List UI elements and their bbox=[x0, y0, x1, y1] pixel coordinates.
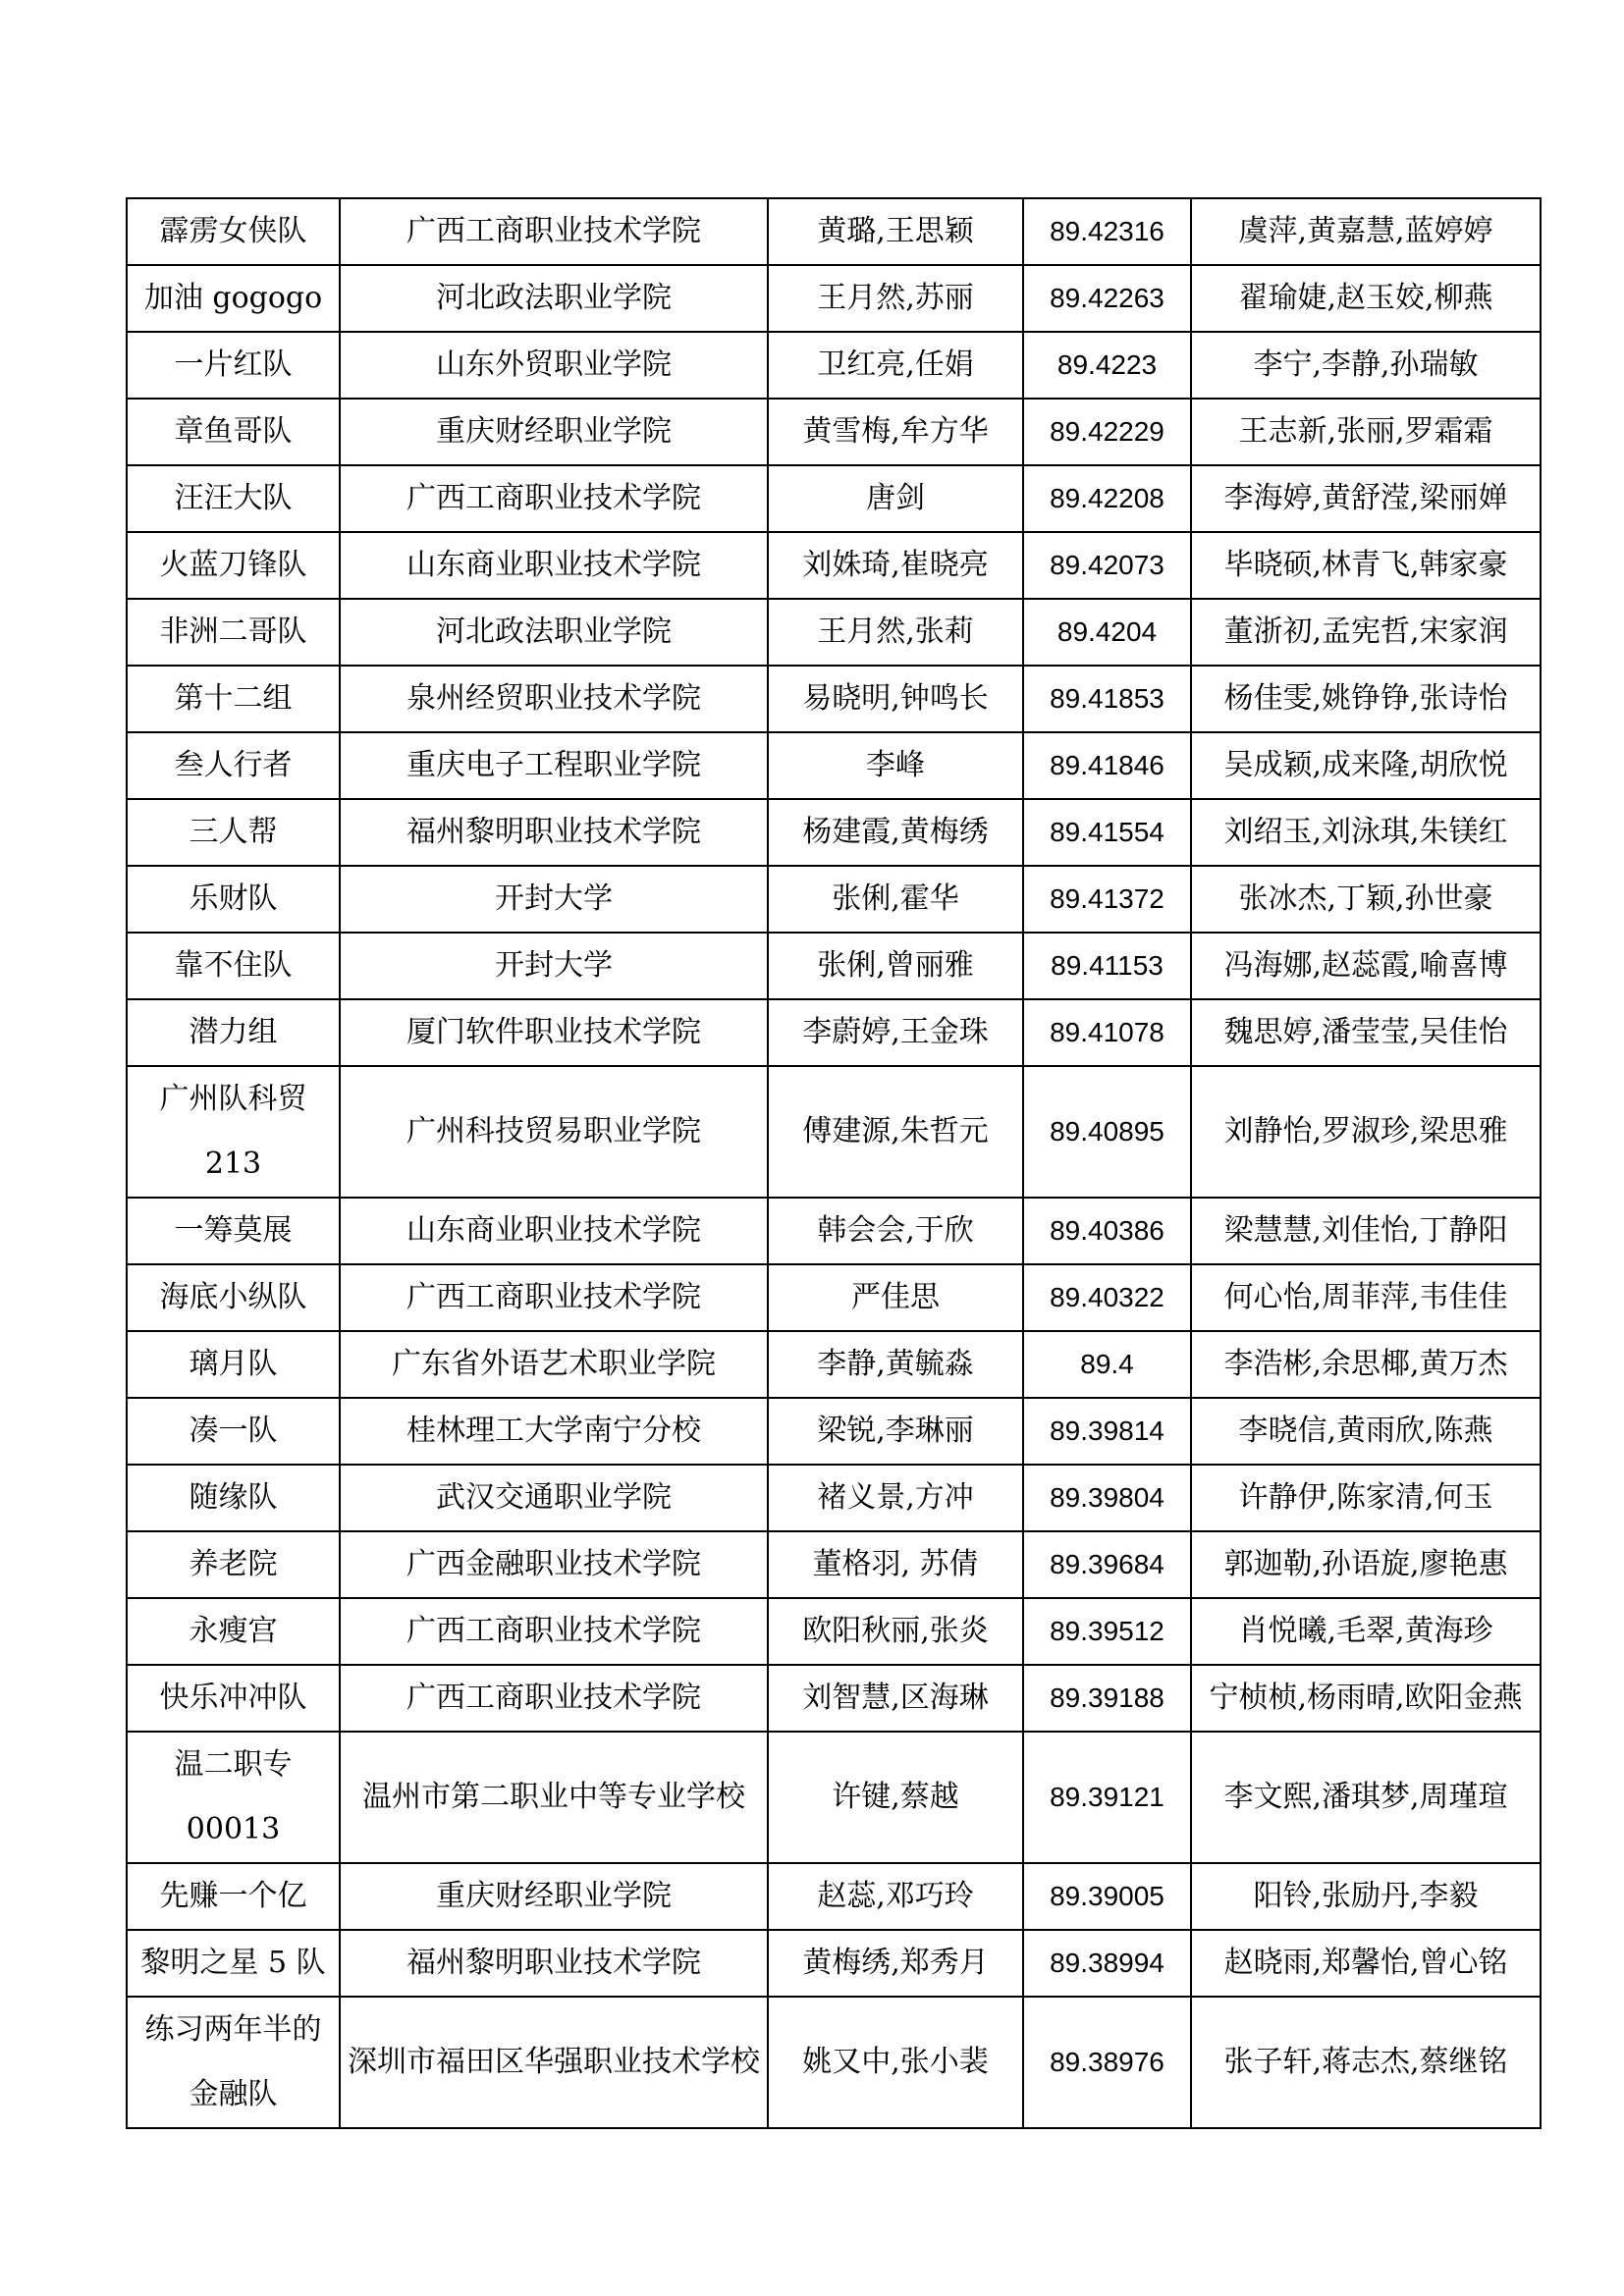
school-cell: 山东商业职业技术学院 bbox=[340, 1198, 768, 1264]
school-cell: 山东商业职业技术学院 bbox=[340, 532, 768, 599]
advisors-cell: 卫红亮,任娟 bbox=[768, 332, 1023, 399]
advisors-cell: 赵蕊,邓巧玲 bbox=[768, 1863, 1023, 1930]
members-cell: 李浩彬,余思椰,黄万杰 bbox=[1191, 1331, 1541, 1398]
score-cell: 89.38994 bbox=[1023, 1930, 1191, 1997]
table-row bbox=[127, 1732, 1541, 1863]
score-cell: 89.39804 bbox=[1023, 1465, 1191, 1531]
team-name-cell: 第十二组 bbox=[127, 666, 340, 732]
score-cell: 89.42316 bbox=[1023, 198, 1191, 265]
members-cell: 梁慧慧,刘佳怡,丁静阳 bbox=[1191, 1198, 1541, 1264]
advisors-cell: 王月然,苏丽 bbox=[768, 265, 1023, 332]
team-name-cell: 广州队科贸213 bbox=[127, 1066, 340, 1198]
school-cell: 桂林理工大学南宁分校 bbox=[340, 1398, 768, 1465]
advisors-cell: 王月然,张莉 bbox=[768, 599, 1023, 666]
table-row bbox=[127, 1398, 1541, 1465]
school-cell: 深圳市福田区华强职业技术学校 bbox=[340, 1997, 768, 2128]
advisors-cell: 李静,黄毓淼 bbox=[768, 1331, 1023, 1398]
score-cell: 89.39005 bbox=[1023, 1863, 1191, 1930]
advisors-cell: 杨建霞,黄梅绣 bbox=[768, 799, 1023, 866]
advisors-cell: 梁锐,李琳丽 bbox=[768, 1398, 1023, 1465]
members-cell: 董浙初,孟宪哲,宋家润 bbox=[1191, 599, 1541, 666]
members-cell: 虞萍,黄嘉慧,蓝婷婷 bbox=[1191, 198, 1541, 265]
score-cell: 89.41153 bbox=[1023, 933, 1191, 999]
score-cell: 89.38976 bbox=[1023, 1997, 1191, 2128]
table-row bbox=[127, 866, 1541, 933]
table-row bbox=[127, 1997, 1541, 2128]
table-row bbox=[127, 599, 1541, 666]
score-cell: 89.4204 bbox=[1023, 599, 1191, 666]
score-cell: 89.4 bbox=[1023, 1331, 1191, 1398]
members-cell: 许静伊,陈家清,何玉 bbox=[1191, 1465, 1541, 1531]
team-name-cell: 汪汪大队 bbox=[127, 465, 340, 532]
advisors-cell: 李蔚婷,王金珠 bbox=[768, 999, 1023, 1066]
advisors-cell: 刘姝琦,崔晓亮 bbox=[768, 532, 1023, 599]
school-cell: 厦门软件职业技术学院 bbox=[340, 999, 768, 1066]
advisors-cell: 许键,蔡越 bbox=[768, 1732, 1023, 1863]
score-cell: 89.41554 bbox=[1023, 799, 1191, 866]
members-cell: 杨佳雯,姚铮铮,张诗怡 bbox=[1191, 666, 1541, 732]
school-cell: 山东外贸职业学院 bbox=[340, 332, 768, 399]
score-cell: 89.39684 bbox=[1023, 1531, 1191, 1598]
school-cell: 广东省外语艺术职业学院 bbox=[340, 1331, 768, 1398]
members-cell: 张子轩,蒋志杰,蔡继铭 bbox=[1191, 1997, 1541, 2128]
members-cell: 阳铃,张励丹,李毅 bbox=[1191, 1863, 1541, 1930]
advisors-cell: 易晓明,钟鸣长 bbox=[768, 666, 1023, 732]
school-cell: 广州科技贸易职业学院 bbox=[340, 1066, 768, 1198]
table-row bbox=[127, 265, 1541, 332]
table-row bbox=[127, 732, 1541, 799]
team-name-cell: 乐财队 bbox=[127, 866, 340, 933]
members-cell: 张冰杰,丁颖,孙世豪 bbox=[1191, 866, 1541, 933]
advisors-cell: 李峰 bbox=[768, 732, 1023, 799]
school-cell: 开封大学 bbox=[340, 866, 768, 933]
team-name-cell: 三人帮 bbox=[127, 799, 340, 866]
advisors-cell: 傅建源,朱哲元 bbox=[768, 1066, 1023, 1198]
advisors-cell: 唐剑 bbox=[768, 465, 1023, 532]
members-cell: 肖悦曦,毛翠,黄海珍 bbox=[1191, 1598, 1541, 1665]
table-row bbox=[127, 999, 1541, 1066]
members-cell: 魏思婷,潘莹莹,吴佳怡 bbox=[1191, 999, 1541, 1066]
school-cell: 重庆电子工程职业学院 bbox=[340, 732, 768, 799]
score-cell: 89.41372 bbox=[1023, 866, 1191, 933]
score-cell: 89.42229 bbox=[1023, 399, 1191, 465]
school-cell: 泉州经贸职业技术学院 bbox=[340, 666, 768, 732]
table-row bbox=[127, 1598, 1541, 1665]
members-cell: 李晓信,黄雨欣,陈燕 bbox=[1191, 1398, 1541, 1465]
score-cell: 89.42073 bbox=[1023, 532, 1191, 599]
team-name-cell: 璃月队 bbox=[127, 1331, 340, 1398]
members-cell: 王志新,张丽,罗霜霜 bbox=[1191, 399, 1541, 465]
team-name-cell: 靠不住队 bbox=[127, 933, 340, 999]
team-name-cell: 黎明之星 5 队 bbox=[127, 1930, 340, 1997]
advisors-cell: 董格羽, 苏倩 bbox=[768, 1531, 1023, 1598]
members-cell: 翟瑜婕,赵玉姣,柳燕 bbox=[1191, 265, 1541, 332]
members-cell: 郭迦勒,孙语旋,廖艳惠 bbox=[1191, 1531, 1541, 1598]
score-cell: 89.42208 bbox=[1023, 465, 1191, 532]
members-cell: 吴成颖,成来隆,胡欣悦 bbox=[1191, 732, 1541, 799]
members-cell: 刘静怡,罗淑珍,梁思雅 bbox=[1191, 1066, 1541, 1198]
team-name-cell: 凑一队 bbox=[127, 1398, 340, 1465]
team-name-cell: 一片红队 bbox=[127, 332, 340, 399]
advisors-cell: 欧阳秋丽,张炎 bbox=[768, 1598, 1023, 1665]
school-cell: 福州黎明职业技术学院 bbox=[340, 799, 768, 866]
team-name-cell: 非洲二哥队 bbox=[127, 599, 340, 666]
members-cell: 李宁,李静,孙瑞敏 bbox=[1191, 332, 1541, 399]
school-cell: 广西金融职业技术学院 bbox=[340, 1531, 768, 1598]
table-row bbox=[127, 532, 1541, 599]
advisors-cell: 严佳思 bbox=[768, 1264, 1023, 1331]
school-cell: 福州黎明职业技术学院 bbox=[340, 1930, 768, 1997]
score-cell: 89.4223 bbox=[1023, 332, 1191, 399]
score-cell: 89.42263 bbox=[1023, 265, 1191, 332]
advisors-cell: 刘智慧,区海琳 bbox=[768, 1665, 1023, 1732]
advisors-cell: 黄璐,王思颖 bbox=[768, 198, 1023, 265]
advisors-cell: 褚义景,方冲 bbox=[768, 1465, 1023, 1531]
table-row bbox=[127, 332, 1541, 399]
advisors-cell: 黄梅绣,郑秀月 bbox=[768, 1930, 1023, 1997]
team-name-cell: 先赚一个亿 bbox=[127, 1863, 340, 1930]
table-row bbox=[127, 1198, 1541, 1264]
school-cell: 重庆财经职业学院 bbox=[340, 1863, 768, 1930]
table-row bbox=[127, 399, 1541, 465]
score-cell: 89.41078 bbox=[1023, 999, 1191, 1066]
members-cell: 冯海娜,赵蕊霞,喻喜博 bbox=[1191, 933, 1541, 999]
table-row bbox=[127, 933, 1541, 999]
members-cell: 赵晓雨,郑馨怡,曾心铭 bbox=[1191, 1930, 1541, 1997]
advisors-cell: 张俐,霍华 bbox=[768, 866, 1023, 933]
advisors-cell: 张俐,曾丽雅 bbox=[768, 933, 1023, 999]
members-cell: 刘绍玉,刘泳琪,朱镁红 bbox=[1191, 799, 1541, 866]
school-cell: 开封大学 bbox=[340, 933, 768, 999]
table-row bbox=[127, 1331, 1541, 1398]
members-cell: 李文熙,潘琪梦,周瑾瑄 bbox=[1191, 1732, 1541, 1863]
members-cell: 李海婷,黄舒滢,梁丽婵 bbox=[1191, 465, 1541, 532]
team-name-cell: 叁人行者 bbox=[127, 732, 340, 799]
team-name-cell: 章鱼哥队 bbox=[127, 399, 340, 465]
members-cell: 毕晓硕,林青飞,韩家豪 bbox=[1191, 532, 1541, 599]
members-cell: 宁桢桢,杨雨晴,欧阳金燕 bbox=[1191, 1665, 1541, 1732]
score-cell: 89.40386 bbox=[1023, 1198, 1191, 1264]
table-row bbox=[127, 1066, 1541, 1198]
team-name-cell: 霹雳女侠队 bbox=[127, 198, 340, 265]
table-row bbox=[127, 198, 1541, 265]
results-table-body bbox=[127, 198, 1541, 2128]
school-cell: 广西工商职业技术学院 bbox=[340, 1598, 768, 1665]
team-name-cell: 养老院 bbox=[127, 1531, 340, 1598]
score-cell: 89.39121 bbox=[1023, 1732, 1191, 1863]
school-cell: 广西工商职业技术学院 bbox=[340, 198, 768, 265]
score-cell: 89.40322 bbox=[1023, 1264, 1191, 1331]
table-row bbox=[127, 1863, 1541, 1930]
advisors-cell: 黄雪梅,牟方华 bbox=[768, 399, 1023, 465]
table-row bbox=[127, 666, 1541, 732]
school-cell: 广西工商职业技术学院 bbox=[340, 465, 768, 532]
team-name-cell: 火蓝刀锋队 bbox=[127, 532, 340, 599]
results-table bbox=[126, 197, 1542, 2129]
team-name-cell: 海底小纵队 bbox=[127, 1264, 340, 1331]
score-cell: 89.41846 bbox=[1023, 732, 1191, 799]
score-cell: 89.40895 bbox=[1023, 1066, 1191, 1198]
school-cell: 河北政法职业学院 bbox=[340, 265, 768, 332]
team-name-cell: 潜力组 bbox=[127, 999, 340, 1066]
school-cell: 温州市第二职业中等专业学校 bbox=[340, 1732, 768, 1863]
team-name-cell: 温二职专00013 bbox=[127, 1732, 340, 1863]
school-cell: 广西工商职业技术学院 bbox=[340, 1264, 768, 1331]
table-row bbox=[127, 1465, 1541, 1531]
table-row bbox=[127, 1531, 1541, 1598]
school-cell: 武汉交通职业学院 bbox=[340, 1465, 768, 1531]
team-name-cell: 加油 gogogo bbox=[127, 265, 340, 332]
advisors-cell: 姚又中,张小裴 bbox=[768, 1997, 1023, 2128]
team-name-cell: 快乐冲冲队 bbox=[127, 1665, 340, 1732]
table-row bbox=[127, 1930, 1541, 1997]
school-cell: 重庆财经职业学院 bbox=[340, 399, 768, 465]
team-name-cell: 练习两年半的金融队 bbox=[127, 1997, 340, 2128]
score-cell: 89.39814 bbox=[1023, 1398, 1191, 1465]
score-cell: 89.39512 bbox=[1023, 1598, 1191, 1665]
team-name-cell: 一筹莫展 bbox=[127, 1198, 340, 1264]
table-row bbox=[127, 465, 1541, 532]
advisors-cell: 韩会会,于欣 bbox=[768, 1198, 1023, 1264]
school-cell: 河北政法职业学院 bbox=[340, 599, 768, 666]
score-cell: 89.41853 bbox=[1023, 666, 1191, 732]
table-row bbox=[127, 1665, 1541, 1732]
table-row bbox=[127, 799, 1541, 866]
table-row bbox=[127, 1264, 1541, 1331]
score-cell: 89.39188 bbox=[1023, 1665, 1191, 1732]
members-cell: 何心怡,周菲萍,韦佳佳 bbox=[1191, 1264, 1541, 1331]
team-name-cell: 永瘦宫 bbox=[127, 1598, 340, 1665]
team-name-cell: 随缘队 bbox=[127, 1465, 340, 1531]
school-cell: 广西工商职业技术学院 bbox=[340, 1665, 768, 1732]
